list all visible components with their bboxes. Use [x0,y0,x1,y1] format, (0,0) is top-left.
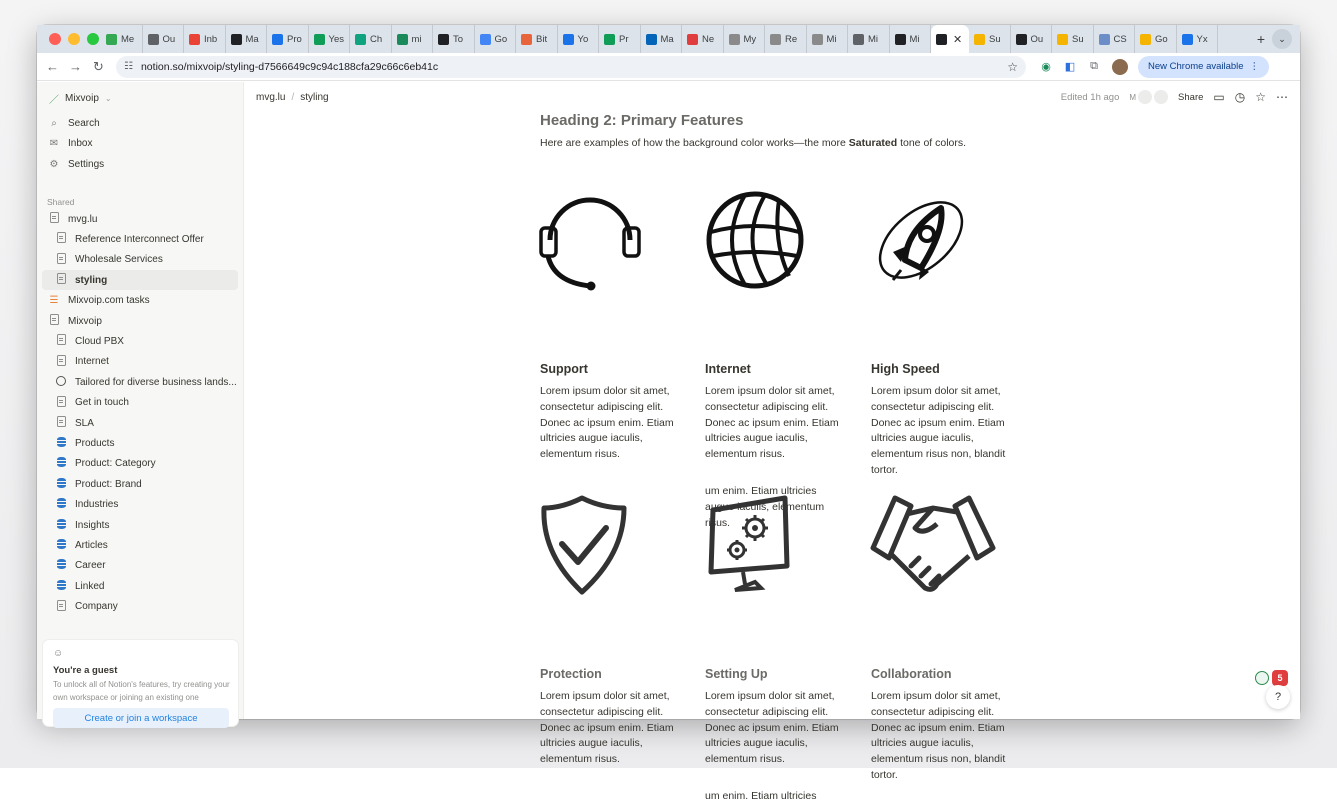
tab-label: Me [121,33,135,45]
edited-timestamp: Edited 1h ago [1060,91,1120,103]
workspace-switcher[interactable] [49,91,112,106]
tab-favicon-icon [231,34,242,45]
tab-label: Su [989,33,1001,45]
headset-icon [540,190,640,290]
tab-favicon-icon [604,34,615,45]
tab-label: Go [1155,33,1168,45]
page-icon [54,273,68,287]
page-icon [54,416,68,430]
sidebar-page-tailored-for-diverse-business-lands[interactable] [42,372,238,392]
tab-label: Yo [577,33,589,45]
database-icon [54,559,68,572]
sidebar-item-label: Cloud PBX [75,335,124,347]
new-chrome-available-button[interactable] [1138,56,1269,78]
sidebar-item-label: Career [75,560,106,572]
sidebar-item-label: Tailored for diverse business lands... [75,376,237,388]
database-icon [54,539,68,552]
sidebar-page-internet[interactable] [42,352,238,372]
feature-body: Lorem ipsum dolor sit amet, consectetur adipiscing elit. Donec ac ipsum enim. Etiam ultricies augue iaculis, elementum risus non, blandit tortor. [871,690,1006,781]
sidebar-item-label: styling [75,274,108,286]
tab-label: Re [785,33,798,45]
feature-title: Support [540,362,588,376]
viewer-initial: M [1129,92,1137,102]
page-icon [47,212,61,226]
back-button[interactable]: ← [46,59,59,74]
handshake-icon [871,494,995,594]
sidebar-page-products[interactable] [42,433,238,453]
tab-label: Inb [204,33,218,45]
browser-tab[interactable] [143,25,185,53]
feature-body: Lorem ipsum dolor sit amet, consectetur adipiscing elit. Donec ac ipsum enim. Etiam ultricies augue iaculis, elementum risus. [540,690,674,766]
tab-label: Mi [868,33,879,45]
active-tab[interactable] [931,25,969,53]
browser-tab[interactable] [724,25,766,53]
intro-bold: Saturated [848,137,898,149]
sidebar-page-product-brand[interactable] [42,474,238,494]
window-controls [37,33,101,45]
database-icon [54,437,68,450]
sidebar-page-mixvoip-com-tasks[interactable] [42,291,238,311]
browser-tab[interactable] [1135,25,1177,53]
tab-label: Pro [287,33,302,45]
sidebar-item-search[interactable] [42,113,238,133]
database-icon [54,580,68,593]
favorite-star-icon[interactable]: ☆ [1255,90,1266,104]
browser-tab[interactable] [890,25,932,53]
grammarly-extension-icon[interactable]: ◉ [1041,61,1051,73]
sidebar-page-career[interactable] [42,556,238,576]
browser-tab[interactable] [599,25,641,53]
sidebar-page-articles[interactable] [42,535,238,555]
breadcrumb-item-mvg[interactable]: mvg.lu [256,92,286,103]
browser-tab[interactable] [350,25,392,53]
sidebar-item-label: Search [68,117,100,129]
tab-favicon-icon [272,34,283,45]
sidebar-page-mixvoip[interactable] [42,311,238,331]
browser-tab[interactable] [392,25,434,53]
sidebar-page-product-category[interactable] [42,454,238,474]
tabs [101,25,1250,53]
extensions-puzzle-icon[interactable]: ⧉ [1090,60,1098,72]
intro-text: Here are examples of how the background color works—the more [540,137,849,149]
browser-tab[interactable] [101,25,143,53]
browser-tab[interactable] [1011,25,1053,53]
tab-favicon-icon [1016,34,1027,45]
sidebar-page-industries[interactable] [42,495,238,515]
page-main [245,82,1300,802]
breadcrumb-separator: / [291,92,295,103]
sidebar-page-sla[interactable] [42,413,238,433]
browser-window [37,25,1300,802]
shield-check-icon [540,494,640,594]
browser-toolbar [37,53,1300,81]
tab-favicon-icon [148,34,159,45]
browser-tab[interactable] [267,25,309,53]
tab-favicon-icon [1057,34,1068,45]
avatar [1154,90,1168,104]
feature-internet-icon-block [705,190,840,295]
page-heading: Heading 2: Primary Features [540,112,744,129]
sidebar-item-label: Company [75,601,118,613]
tab-label: Yes [328,33,344,45]
feature-setting-icon-block [705,494,840,599]
monitor-gears-icon [705,494,805,594]
sidebar-page-mvg-lu[interactable] [42,209,238,229]
browser-tab[interactable] [848,25,890,53]
globe-icon [705,190,805,290]
tab-favicon-icon [189,34,200,45]
tab-label: Su [1072,33,1084,45]
forward-button[interactable]: → [69,59,82,74]
assistant-icon[interactable] [1255,671,1269,685]
browser-tab[interactable] [765,25,807,53]
tab-favicon-icon [770,34,781,45]
share-button[interactable]: Share [1178,91,1204,103]
page-icon [54,253,68,267]
sidebar-page-linked[interactable] [42,576,238,596]
person-icon: ☺ [53,648,64,659]
tab-label: CS [1113,33,1127,45]
floating-widgets [1255,670,1288,686]
breadcrumb [256,92,329,103]
workspace-name: Mixvoip [65,93,99,104]
tab-favicon-icon [895,34,906,45]
guest-title: You're a guest [53,665,118,676]
guest-card [43,640,238,726]
tab-search-button[interactable]: ⌄ [1272,29,1292,49]
breadcrumb-item-styling[interactable]: styling [300,92,329,103]
browser-tab[interactable] [309,25,351,53]
browser-tab[interactable] [682,25,724,53]
circle-icon [54,376,68,389]
database-icon [54,498,68,511]
page-icon [47,314,61,328]
url-text: notion.so/mixvoip/styling-d7566649c9c94c188cfa29c66c6eb41c [140,60,439,73]
feature-title: Collaboration [871,667,952,681]
sidebar-page-insights[interactable] [42,515,238,535]
guest-description: To unlock all of Notion's features, try creating your own workspace or joining an existing one [53,680,230,702]
close-tab-icon[interactable]: ✕ [953,33,963,46]
tab-favicon-icon [438,34,449,45]
browser-tab[interactable] [1052,25,1094,53]
database-icon [54,519,68,532]
more-options-icon[interactable]: ⋯ [1276,90,1288,104]
profile-avatar[interactable] [1112,59,1128,75]
tab-label: Ma [660,33,674,45]
kebab-menu-icon: ⋮ [1249,61,1260,72]
tab-favicon-icon [812,34,823,45]
tab-favicon-icon [355,34,366,45]
sidebar-page-reference-interconnect-offer[interactable] [42,229,238,249]
tab-favicon-icon [521,34,532,45]
browser-tab[interactable] [184,25,226,53]
sidebar-item-label: mvg.lu [68,213,98,225]
search-icon: ⌕ [51,117,57,129]
tab-label: Go [494,33,508,45]
feature-title: Protection [540,667,602,681]
tab-label: My [743,33,757,45]
browser-tab[interactable] [1094,25,1136,53]
gear-icon: ⚙ [49,158,59,170]
sidebar-item-label: Settings [68,158,105,170]
sidebar-item-settings[interactable] [42,154,238,174]
page-actions [1061,88,1288,106]
sidebar-item-label: Product: Brand [75,478,142,490]
tab-label: Pr [619,33,629,45]
feature-title: Internet [705,362,751,376]
tab-label: Yx [1196,33,1208,45]
help-button[interactable]: ? [1266,685,1290,709]
browser-tab[interactable] [641,25,683,53]
browser-tab[interactable] [807,25,849,53]
site-settings-icon[interactable]: ☷ [124,61,133,72]
sidebar-item-label: Reference Interconnect Offer [75,233,204,245]
chevron-down-icon: ⌄ [104,94,112,103]
close-window-button[interactable] [49,33,61,45]
tab-favicon-icon [397,34,408,45]
tab-favicon-icon [314,34,325,45]
history-clock-icon[interactable]: ◷ [1234,90,1246,104]
tab-favicon-icon [1099,34,1110,45]
feature-extra-text: um enim. Etiam ultricies [705,790,817,802]
workspace-icon: ／ [49,95,59,106]
tab-label: Ch [370,33,383,45]
feature-title: High Speed [871,362,940,376]
tab-label: Mi [826,33,837,45]
tab-label: Bit [536,33,548,45]
tab-label: Mi [909,33,920,45]
feature-body: Lorem ipsum dolor sit amet, consectetur adipiscing elit. Donec ac ipsum enim. Etiam ultricies augue iaculis, elementum risus. [705,385,839,461]
sidebar-item-label: Mixvoip [68,315,102,327]
inbox-icon: ✉ [49,138,59,149]
sidebar-page-cloud-pbx[interactable] [42,331,238,351]
feature-title: Setting Up [705,667,768,681]
tab-label: Ou [162,33,176,45]
feature-body: Lorem ipsum dolor sit amet, consectetur adipiscing elit. Donec ac ipsum enim. Etiam ultricies augue iaculis, elementum risus. [705,690,839,766]
tab-favicon-icon [936,34,947,45]
sidebar-item-label: Product: Category [75,458,156,470]
viewer-avatars[interactable] [1129,90,1168,104]
rocket-icon [871,190,971,290]
database-icon [54,478,68,491]
sidebar-page-wholesale-services[interactable] [42,250,238,270]
create-workspace-button[interactable]: Create or join a workspace [53,708,229,728]
sidebar-item-label: Insights [75,519,110,531]
tab-label: Ne [702,33,715,45]
sidebar-page-company[interactable] [42,597,238,617]
tab-favicon-icon [687,34,698,45]
feature-protection-icon-block [540,494,675,599]
sidebar-item-label: Industries [75,499,119,511]
tab-favicon-icon [563,34,574,45]
sidebar-item-label: Linked [75,580,105,592]
feature-body: Lorem ipsum dolor sit amet, consectetur adipiscing elit. Donec ac ipsum enim. Etiam ultricies augue iaculis, elementum risus non, blandit tortor. [871,385,1006,476]
feature-collab-icon-block [871,494,1006,599]
sidebar-item-label: SLA [75,417,94,429]
tab-favicon-icon [480,34,491,45]
sidebar-item-label: Wholesale Services [75,254,163,266]
new-tab-button[interactable]: + [1256,31,1266,47]
feature-body: Lorem ipsum dolor sit amet, consectetur adipiscing elit. Donec ac ipsum enim. Etiam ultricies augue iaculis, elementum risus. [540,385,674,461]
page-icon [54,355,68,369]
database-icon [54,457,68,470]
tab-label: Ou [1030,33,1044,45]
browser-tab[interactable] [1177,25,1219,53]
tab-strip [37,25,1300,53]
tab-favicon-icon [853,34,864,45]
sidebar-item-label: Get in touch [75,397,129,409]
tab-favicon-icon [974,34,985,45]
sidebar-item-label: Inbox [68,138,93,149]
feature-support-icon-block [540,190,675,295]
tab-favicon-icon [106,34,117,45]
tab-label: To [453,33,464,45]
tab-favicon-icon [1182,34,1193,45]
avatar [1138,90,1152,104]
feature-speed-icon-block [871,190,1006,295]
tab-favicon-icon [729,34,740,45]
tab-label: mi [411,33,422,45]
minimize-window-button[interactable] [68,33,80,45]
sidebar-item-label: Products [75,437,115,449]
browser-tab[interactable] [226,25,268,53]
comments-icon[interactable]: ▭ [1213,90,1225,104]
intro-paragraph [540,137,966,149]
browser-tab[interactable] [558,25,600,53]
sidebar-page-styling[interactable] [42,270,238,290]
page-icon [54,232,68,246]
shared-section-label: Shared [47,197,75,207]
feature-extra-text: um enim. Etiam ultricies augue iaculis, elementum risus. [705,485,825,529]
intro-text-end: tone of colors. [897,137,967,149]
browser-tab[interactable] [475,25,517,53]
tab-favicon-icon [1140,34,1151,45]
sidebar-page-get-in-touch[interactable] [42,393,238,413]
sidebar-item-label: Articles [75,539,108,551]
translate-extension-icon[interactable]: ◧ [1064,61,1076,73]
bookmark-star-icon[interactable]: ☆ [1007,59,1018,74]
browser-tab[interactable] [433,25,475,53]
sidebar-item-label: Mixvoip.com tasks [68,295,150,307]
browser-tab[interactable] [516,25,558,53]
tab-favicon-icon [646,34,657,45]
page-icon [54,334,68,348]
sidebar [37,82,244,724]
page-icon [54,600,68,614]
reload-button[interactable]: ↻ [93,58,104,74]
sidebar-item-inbox[interactable] [42,134,238,154]
task-list-icon: ☰ [49,295,59,307]
zoom-window-button[interactable] [87,33,99,45]
browser-tab[interactable] [969,25,1011,53]
notification-badge[interactable]: 5 [1272,670,1288,686]
address-bar[interactable] [116,56,1026,78]
new-chrome-label: New Chrome available [1148,61,1244,72]
sidebar-item-label: Internet [75,356,109,368]
page-icon [54,396,68,410]
tab-label: Ma [245,33,259,45]
